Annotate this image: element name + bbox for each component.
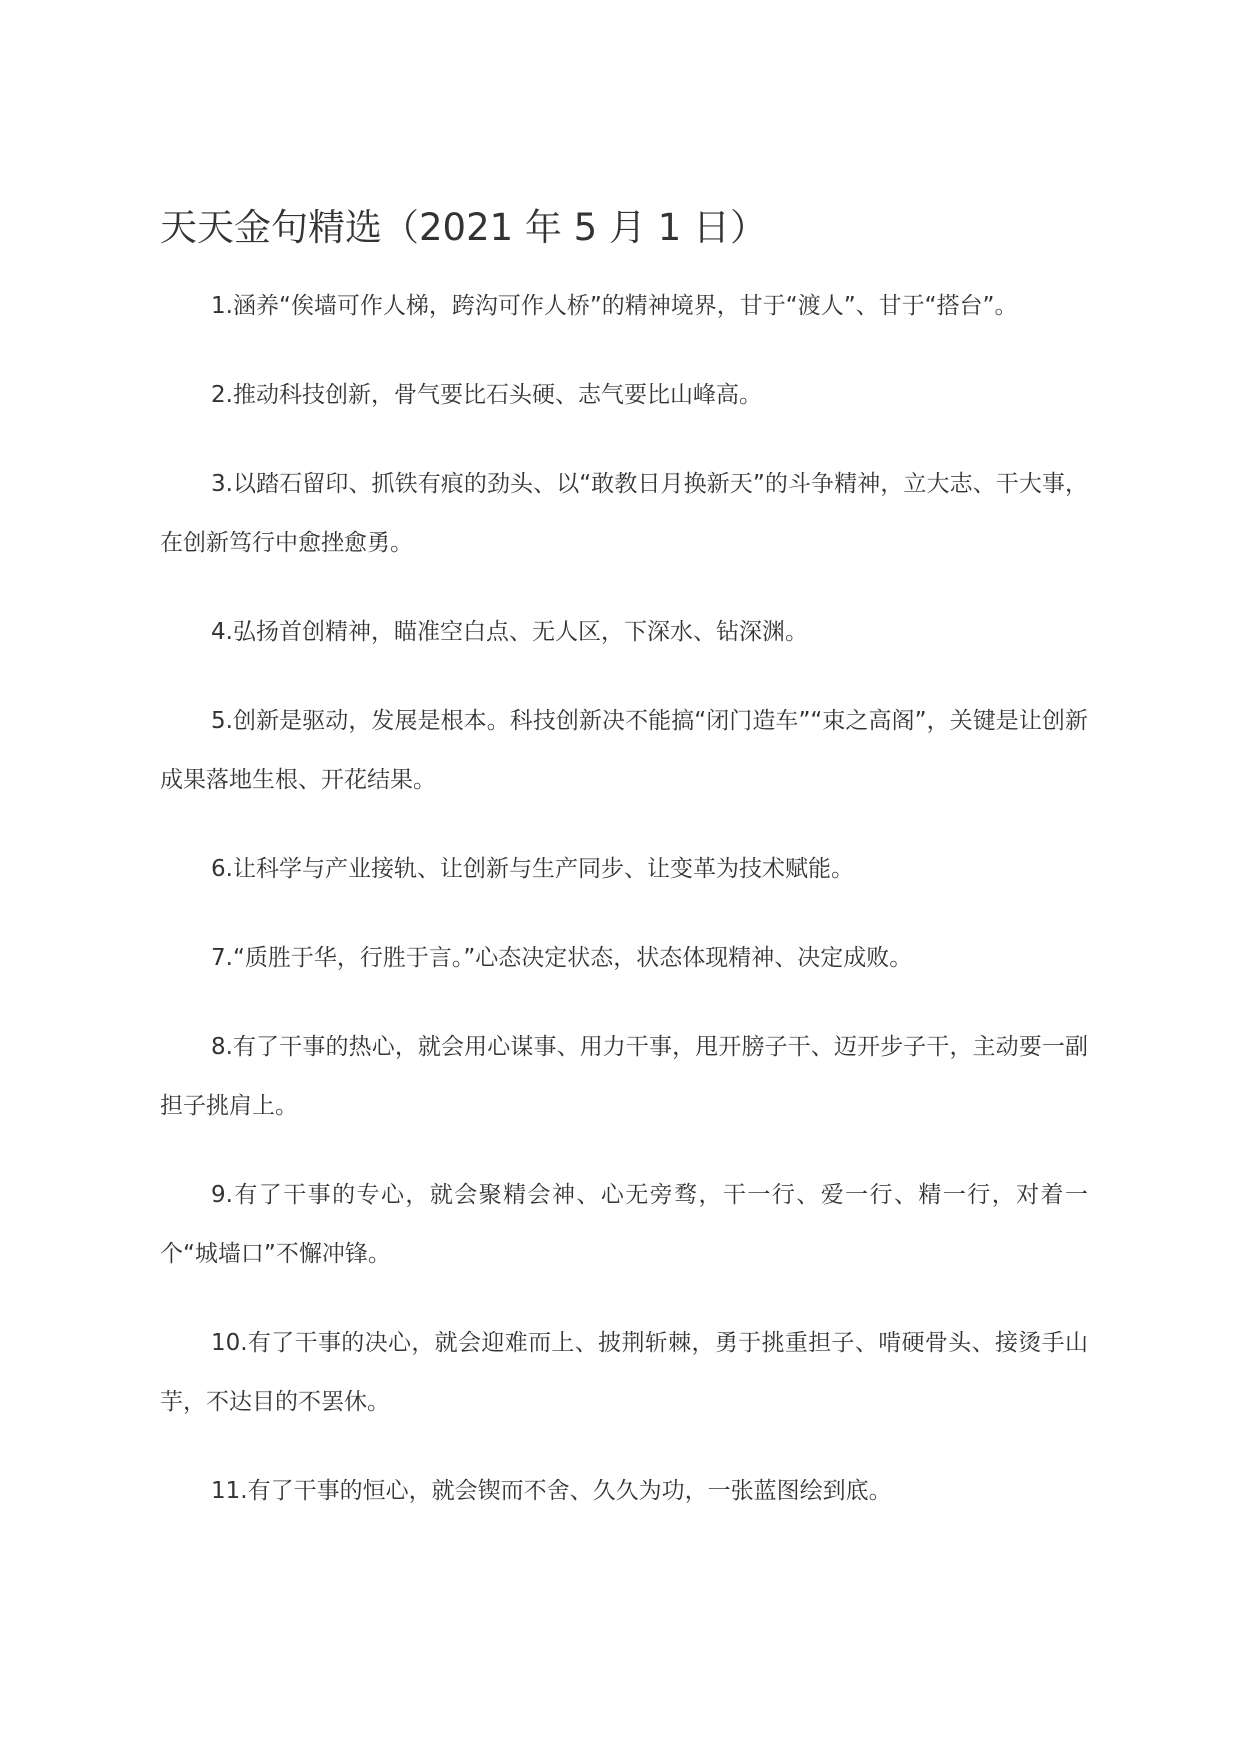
quote-item-4: 4.弘扬首创精神，瞄准空白点、无人区，下深水、钻深渊。	[211, 619, 808, 645]
quote-item-2: 2.推动科技创新，骨气要比石头硬、志气要比山峰高。	[211, 382, 762, 408]
quote-item-8: 8.有了干事的热心，就会用心谋事、用力干事，甩开膀子干、迈开步子干，主动要一副担子挑肩上。	[160, 1034, 1088, 1119]
quote-item-1: 1.涵养“俟墙可作人梯，跨沟可作人桥”的精神境界，甘于“渡人”、甘于“搭台”。	[211, 293, 1018, 319]
quote-item-10: 10.有了干事的决心，就会迎难而上、披荆斩棘，勇于挑重担子、啃硬骨头、接烫手山芋，不达目的不罢休。	[160, 1330, 1088, 1415]
quote-item-5: 5.创新是驱动，发展是根本。科技创新决不能搞“闭门造车”“束之高阁”，关键是让创新成果落地生根、开花结果。	[160, 708, 1088, 793]
quote-list	[160, 277, 1088, 1551]
quote-item-6: 6.让科学与产业接轨、让创新与生产同步、让变革为技术赋能。	[211, 856, 854, 882]
quote-item-9: 9.有了干事的专心，就会聚精会神、心无旁骛，干一行、爱一行、精一行，对着一个“城墙口”不懈冲锋。	[160, 1182, 1088, 1267]
quote-item-11: 11.有了干事的恒心，就会锲而不舍、久久为功，一张蓝图绘到底。	[211, 1478, 892, 1504]
document-title: 天天金句精选（2021 年 5 月 1 日）	[160, 206, 768, 249]
quote-item-7: 7.“质胜于华，行胜于言。”心态决定状态，状态体现精神、决定成败。	[211, 945, 913, 971]
quote-item-3: 3.以踏石留印、抓铁有痕的劲头、以“敢教日月换新天”的斗争精神，立大志、干大事，在创新笃行中愈挫愈勇。	[160, 471, 1088, 556]
